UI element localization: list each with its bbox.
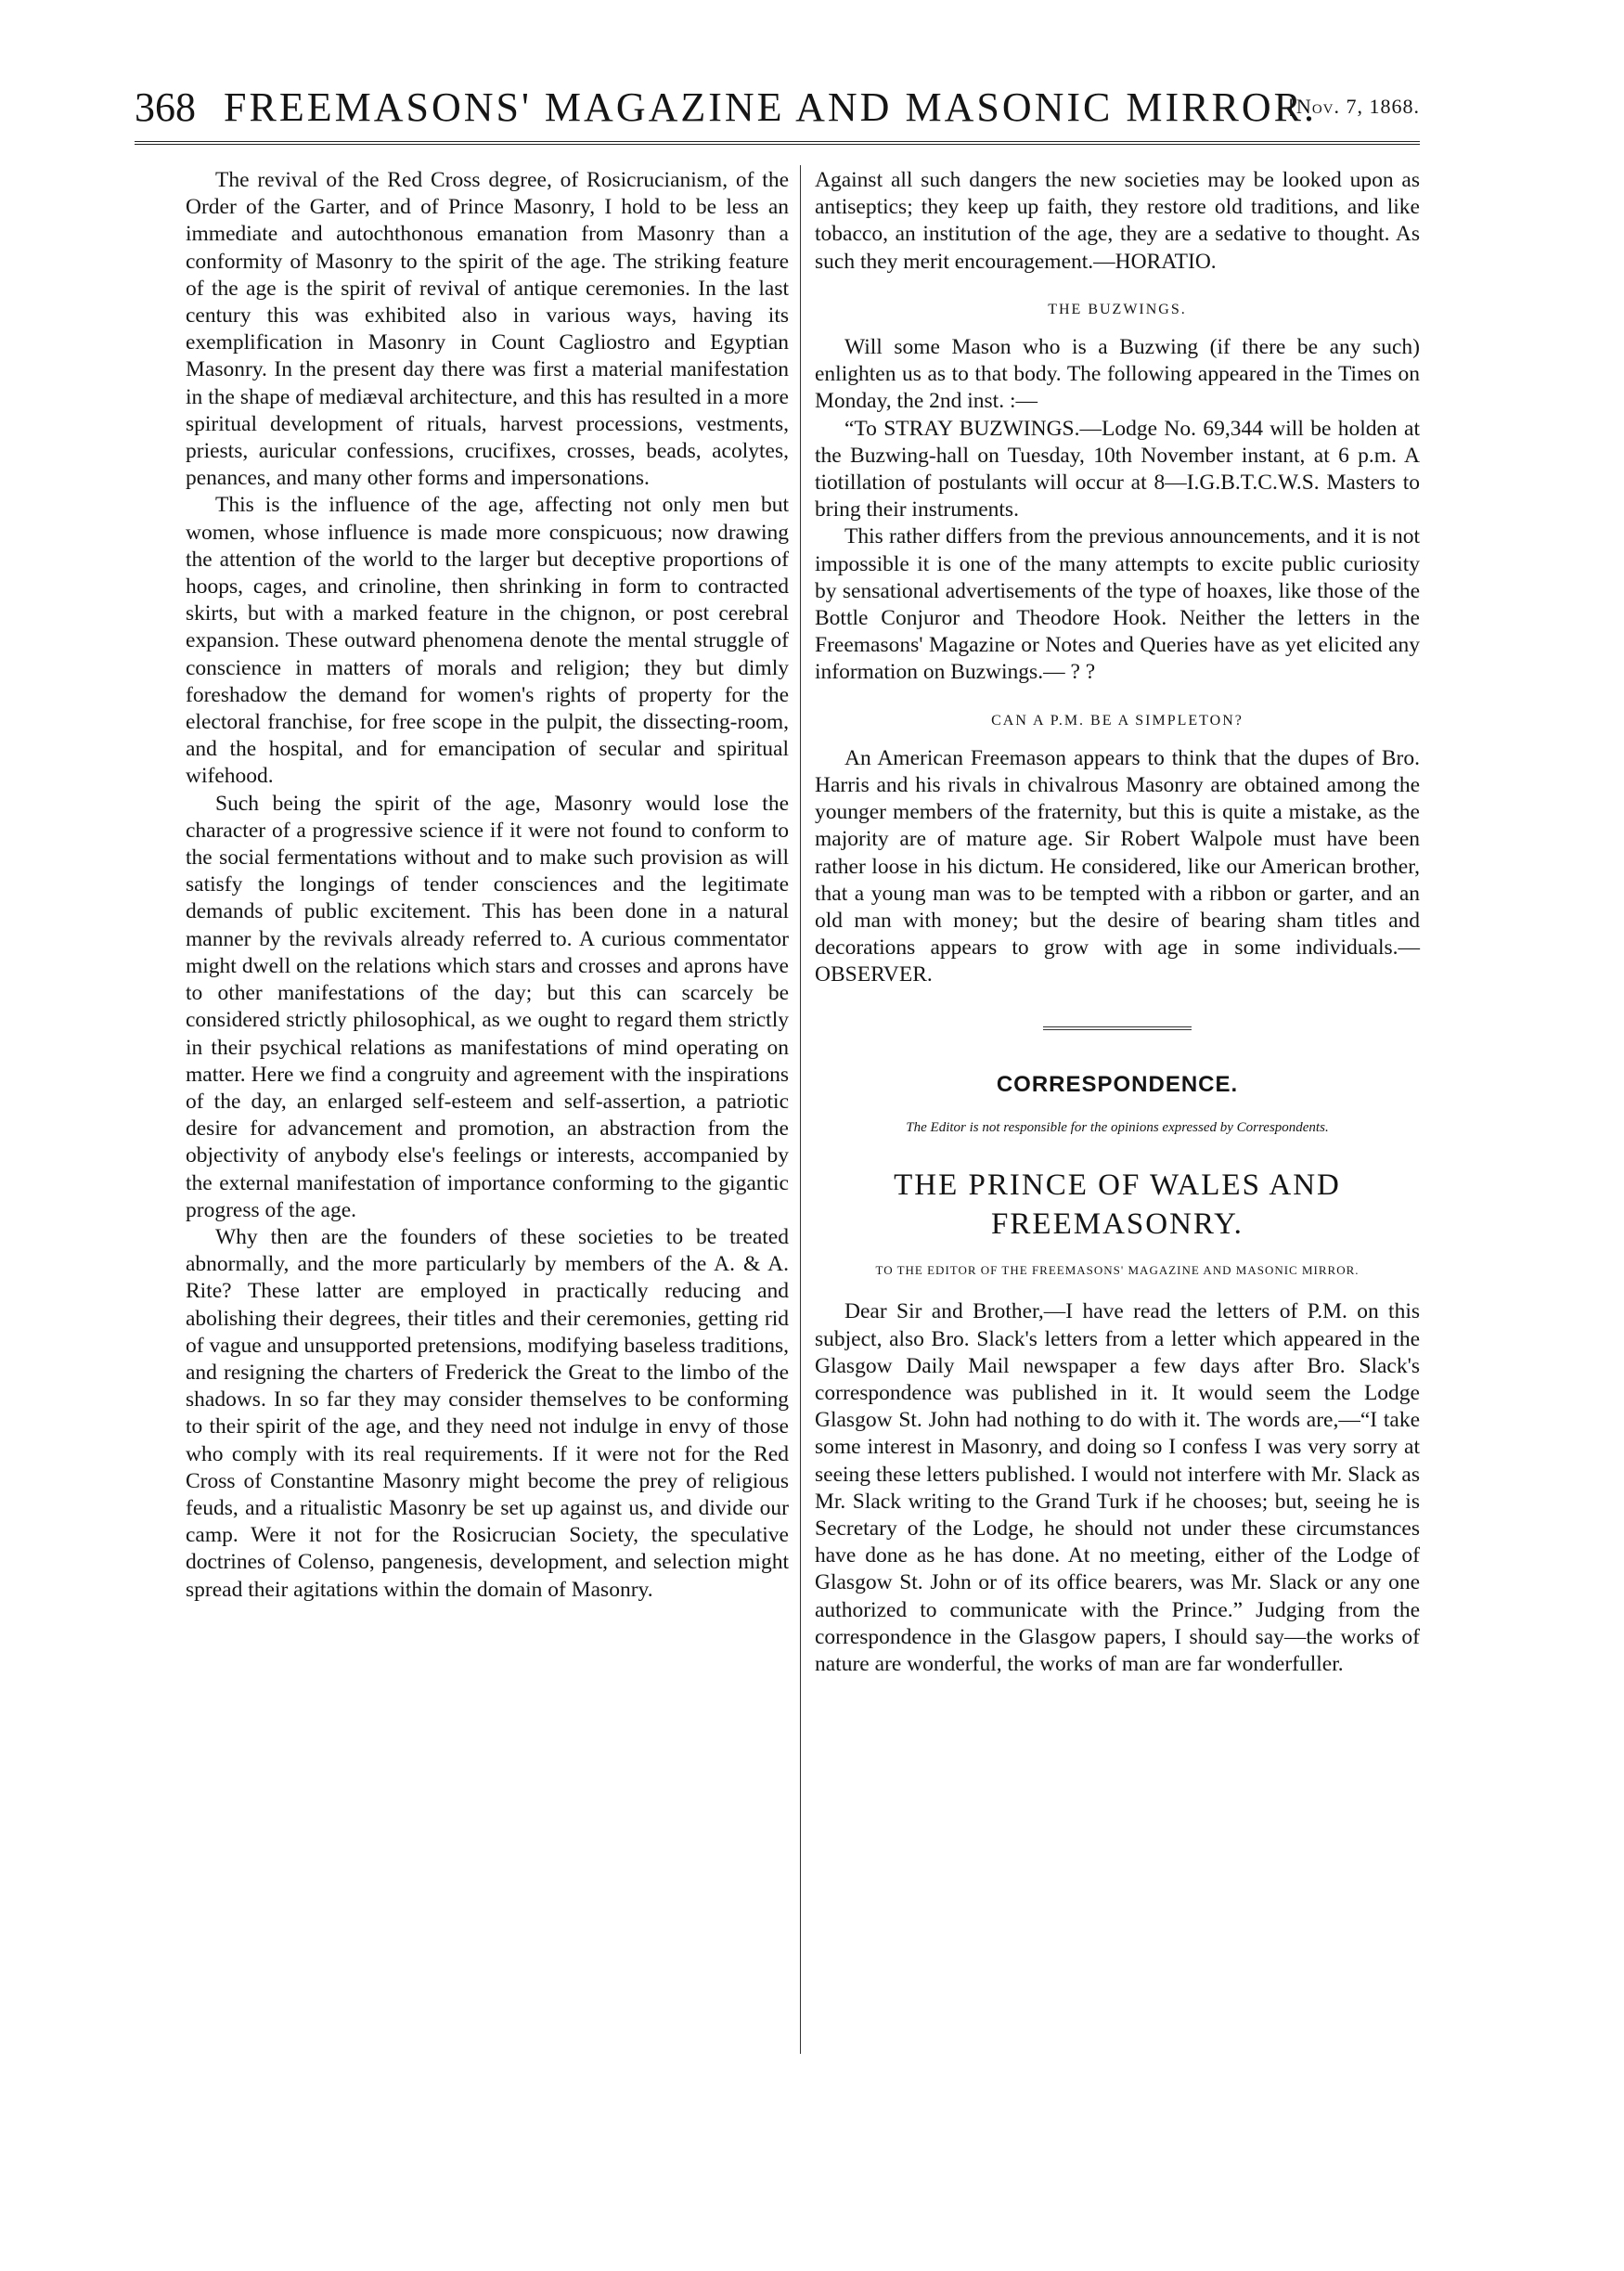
- left-paragraph-1: The revival of the Red Cross degree, of Rosicrucianism, of the Order of the Garter, and of Prince Masonry, I hold to be less an immediate and autochthonous emanation from Masonry than a conformity of Masonry to the spirit of the age. The striking feature of the age is the spirit of revival of antique ceremonies. In the last century this was exhibited also in various ways, having its exemplification in Masonry in Count Cagliostro and Egyptian Masonry. In the present day there was first a material manifestation in the shape of mediæval architecture, and this has resulted in a more spiritual development of rituals, harvest processions, vestments, priests, auricular confessions, crucifixes, crosses, beads, acolytes, penances, and many other forms and impersonations.: [186, 168, 789, 491]
- buzwings-paragraph-1: Will some Mason who is a Buzwing (if there be any such) enlighten us as to that body. The following appeared in the Times on Monday, the 2nd inst. :—: [815, 335, 1420, 414]
- page-header: [135, 84, 1420, 139]
- left-paragraph-2: This is the influence of the age, affecting not only men but women, whose influence is made more conspicuous; now drawing the attention of the world to the larger but deceptive proportions of hoops, cages, and crinoline, then shrinking in form to contracted skirts, but with a marked feature in the chignon, or post cerebral expansion. These outward phenomena denote the mental struggle of conscience in matters of morals and religion; they but dimly foreshadow the demand for women's rights of property for the electoral franchise, for free scope in the pulpit, the dissecting-room, and the hospital, and for emancipation of secular and spiritual wifehood.: [186, 493, 789, 789]
- editor-disclaimer: The Editor is not responsible for the opinions expressed by Correspondents.: [906, 1119, 1329, 1135]
- right-column: [815, 167, 1420, 1678]
- left-paragraph-4: Why then are the founders of these societies to be treated abnormally, and the more particularly by members of the A. & A. Rite? These latter are employed in practically reducing and abolishing their degrees, their titles and their ceremonies, getting rid of vague and unsupported pretensions, modifying baseless traditions, and resigning the charters of Frederick the Great to the limbo of the shadows. In so far they may consider themselves to be conforming to their spirit of the age, and they need not indulge in envy of those who comply with its real requirements. If it were not for the Red Cross of Constantine Masonry might become the prey of religious feuds, and a ritualistic Masonry be set up against us, and divide our camp. Were it not for the Rosicrucian Society, the speculative doctrines of Colenso, pangenesis, development, and selection might spread their agitations within the domain of Masonry.: [186, 1224, 789, 1602]
- article-title: THE PRINCE OF WALES AND FREEMASONRY.: [894, 1168, 1341, 1242]
- to-editor-line: TO THE EDITOR OF THE FREEMASONS' MAGAZINE AND MASONIC MIRROR.: [875, 1263, 1360, 1278]
- letter-paragraph: Dear Sir and Brother,—I have read the letters of P.M. on this subject, also Bro. Slack's letters from a letter which appeared in the Glasgow Daily Mail newspaper a few days after Bro. Slack's correspondence was published in it. It would seem the Lodge Glasgow St. John had nothing to do with it. The words are,—“I take some interest in Masonry, and doing so I confess I was very sorry at seeing these letters published. I would not interfere with Mr. Slack as Mr. Slack writing to the Grand Turk if he chooses; but, seeing he is Secretary of the Lodge, he should not under these circumstances have done as he has done. At no meeting, either of the Lodge of Glasgow St. John or of its office bearers, was Mr. Slack or any one authorized to communicate with the Prince.” Judging from the correspondence in the Glasgow papers, I should say—the works of nature are wonderful, the works of man are far wonderfuller.: [815, 1299, 1420, 1676]
- left-column: [186, 167, 789, 1604]
- section-separator: [1043, 1026, 1192, 1030]
- page-number: 368: [135, 84, 196, 130]
- simpleton-paragraph: An American Freemason appears to think that the dupes of Bro. Harris and his rivals in chivalrous Masonry are obtained among the younger members of the fraternity, but this is quite a mistake, as the majority are of mature age. Sir Robert Walpole must have been rather loose in his dictum. He considered, like our American brother, that a young man was to be tempted with a ribbon or garter, and an old man with money; but the desire of bearing sham titles and decorations appears to grow with age in some individuals.—OBSERVER.: [815, 745, 1420, 987]
- masthead-title: FREEMASONS' MAGAZINE AND MASONIC MIRROR.: [224, 84, 1317, 130]
- buzwings-paragraph-2: “To STRAY BUZWINGS.—Lodge No. 69,344 will be holden at the Buzwing-hall on Tuesday, 10th November instant, at 6 p.m. A tiotillation of postulants will occur at 8—I.G.B.T.C.W.S. Masters to bring their instruments.: [815, 416, 1420, 523]
- header-rule: [135, 141, 1420, 145]
- horatio-paragraph: Against all such dangers the new societies may be looked upon as antiseptics; they keep up faith, they restore old traditions, and like tobacco, an institution of the age, they are a sedative to thought. As such they merit encouragement.—HORATIO.: [815, 168, 1420, 274]
- simpleton-heading: CAN A P.M. BE A SIMPLETON?: [991, 712, 1244, 729]
- buzwings-paragraph-3: This rather differs from the previous announcements, and it is not impossible it is one of the many attempts to excite public curiosity by sensational advertisements of the type of hoaxes, like those of the Bottle Conjuror and Theodore Hook. Neither the letters in the Freemasons' Magazine or Notes and Queries have as yet elicited any information on Buzwings.— ? ?: [815, 524, 1420, 685]
- column-divider: [800, 165, 801, 2054]
- correspondence-heading: CORRESPONDENCE.: [996, 1071, 1239, 1097]
- left-paragraph-3: Such being the spirit of the age, Masonry would lose the character of a progressive science if it were not found to conform to the social fermentations without and to make such provision as will satisfy the longings of tender consciences and the legitimate demands of public excitement. This has been done in a natural manner by the revivals already referred to. A curious commentator might dwell on the relations which stars and crosses and aprons have to other manifestations of the day; but this can scarcely be considered strictly philosophical, as we ought to regard them strictly in their psychical relations as manifestations of mind operating on matter. Here we find a congruity and agreement with the inspirations of the day, an enlarged self-esteem and self-assertion, a patriotic desire for advancement and promotion, an abstraction from the objectivity of anybody else's feelings or interests, accompanied by the external manifestation of importance conforming to the gigantic progress of the age.: [186, 791, 789, 1222]
- issue-date: [Nov. 7, 1868.: [1288, 95, 1420, 118]
- buzwings-heading: THE BUZWINGS.: [1048, 301, 1187, 317]
